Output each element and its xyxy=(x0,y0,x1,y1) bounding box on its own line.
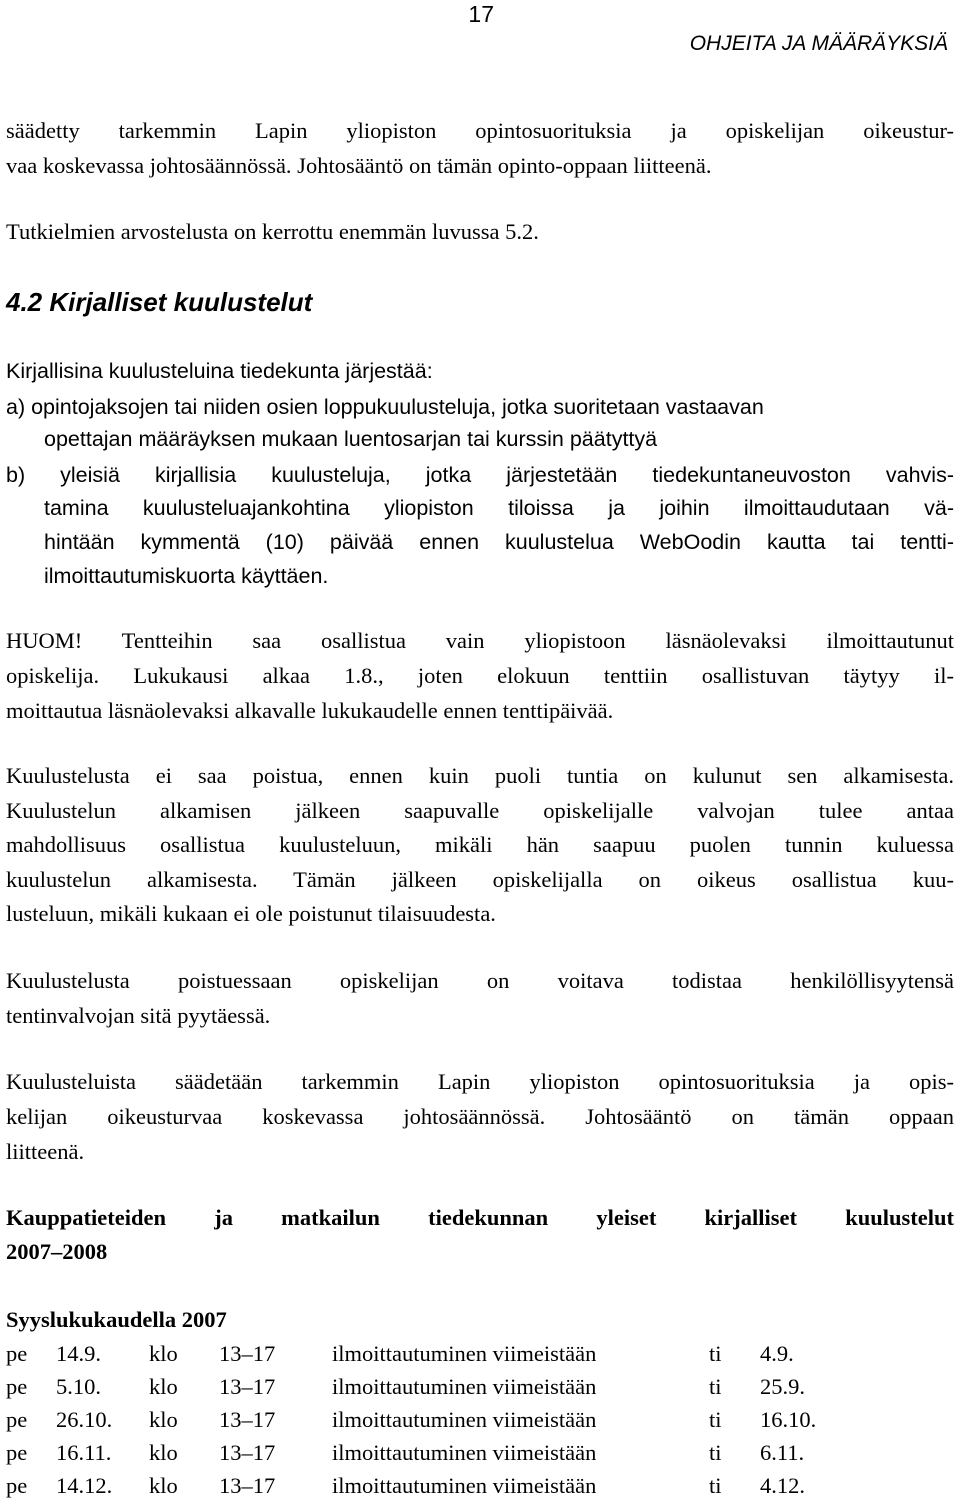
time-cell: 13–17 xyxy=(219,1374,276,1399)
regday-cell: ti xyxy=(709,1473,722,1498)
klo-cell: klo xyxy=(149,1374,178,1399)
regday-cell: ti xyxy=(709,1374,722,1399)
date-cell: 26.10. xyxy=(56,1407,113,1432)
date-cell: 5.10. xyxy=(56,1374,101,1399)
klo-cell: klo xyxy=(149,1341,178,1366)
page-number: 17 xyxy=(468,1,494,27)
paragraph-line: HUOM! Tentteihin saa osallistua vain yliopistoon läsnäolevaksi ilmoittautunut xyxy=(6,628,954,653)
paragraph-line: moittautua läsnäolevaksi alkavalle lukukaudelle ennen tenttipäivää. xyxy=(6,698,614,723)
regdate-cell: 4.12. xyxy=(760,1473,805,1498)
list-item-a-cont: opettajan määräyksen mukaan luentosarjan tai kurssin päätyttyä xyxy=(44,427,658,451)
paragraph-line: liitteenä. xyxy=(6,1139,85,1164)
registration-cell: ilmoittautuminen viimeistään xyxy=(332,1407,597,1432)
section-heading: 4.2 Kirjalliset kuulustelut xyxy=(6,287,313,317)
date-cell: 16.11. xyxy=(56,1440,112,1465)
regdate-cell: 4.9. xyxy=(760,1341,794,1366)
regdate-cell: 16.10. xyxy=(760,1407,817,1432)
paragraph-line: lusteluun, mikäli kukaan ei ole poistunut tilaisuudesta. xyxy=(6,901,496,926)
day-cell: pe xyxy=(6,1374,28,1399)
paragraph-line: mahdollisuus osallistua kuulusteluun, mikäli hän saapuu puolen tunnin kuluessa xyxy=(6,832,954,857)
klo-cell: klo xyxy=(149,1440,178,1465)
registration-cell: ilmoittautuminen viimeistään xyxy=(332,1473,597,1498)
date-cell: 14.12. xyxy=(56,1473,113,1498)
running-header: OHJEITA JA MÄÄRÄYKSIÄ xyxy=(689,32,948,55)
registration-cell: ilmoittautuminen viimeistään xyxy=(332,1440,597,1465)
klo-cell: klo xyxy=(149,1407,178,1432)
paragraph-line: Kuulustelun alkamisen jälkeen saapuvalle opiskelijalle valvojan tulee antaa xyxy=(6,798,954,823)
paragraph-line: opiskelija. Lukukausi alkaa 1.8., joten elokuun tenttiin osallistuvan täytyy il- xyxy=(6,663,954,688)
paragraph-line: Kuulustelusta ei saa poistua, ennen kuin puoli tuntia on kulunut sen alkamisesta. xyxy=(6,763,954,788)
klo-cell: klo xyxy=(149,1473,178,1498)
paragraph-line: tentinvalvojan sitä pyytäessä. xyxy=(6,1003,271,1028)
intro-line: Kirjallisina kuulusteluina tiedekunta järjestää: xyxy=(6,359,433,383)
paragraph-line: säädetty tarkemmin Lapin yliopiston opintosuorituksia ja opiskelijan oikeustur- xyxy=(6,118,954,143)
paragraph-line: Kuulusteluista säädetään tarkemmin Lapin yliopiston opintosuorituksia ja opis- xyxy=(6,1069,954,1094)
day-cell: pe xyxy=(6,1341,28,1366)
list-item-a: a) opintojaksojen tai niiden osien loppukuulusteluja, jotka suoritetaan vastaavan xyxy=(6,395,764,419)
list-item-b-cont: hintään kymmentä (10) päivää ennen kuulustelua WebOodin kautta tai tentti- xyxy=(44,530,954,554)
bold-heading: 2007–2008 xyxy=(6,1239,108,1264)
bold-heading: Kauppatieteiden ja matkailun tiedekunnan yleiset kirjalliset kuulustelut xyxy=(6,1205,954,1230)
paragraph-line: kelijan oikeusturvaa koskevassa johtosäännössä. Johtosääntö on tämän oppaan xyxy=(6,1104,954,1129)
regday-cell: ti xyxy=(709,1440,722,1465)
paragraph-line: Tutkielmien arvostelusta on kerrottu enemmän luvussa 5.2. xyxy=(6,219,539,244)
day-cell: pe xyxy=(6,1440,28,1465)
paragraph-line: kuulustelun alkamisesta. Tämän jälkeen opiskelijalla on oikeus osallistua kuu- xyxy=(6,867,954,892)
paragraph-line: Kuulustelusta poistuessaan opiskelijan on voitava todistaa henkilöllisyytensä xyxy=(6,968,954,993)
list-item-b-cont: tamina kuulusteluajankohtina yliopiston tiloissa ja joihin ilmoittaudutaan vä- xyxy=(44,496,954,520)
day-cell: pe xyxy=(6,1407,28,1432)
time-cell: 13–17 xyxy=(219,1407,276,1432)
regdate-cell: 6.11. xyxy=(760,1440,805,1465)
time-cell: 13–17 xyxy=(219,1473,276,1498)
regday-cell: ti xyxy=(709,1407,722,1432)
schedule-title: Syyslukukaudella 2007 xyxy=(6,1307,227,1332)
registration-cell: ilmoittautuminen viimeistään xyxy=(332,1341,597,1366)
time-cell: 13–17 xyxy=(219,1341,276,1366)
regday-cell: ti xyxy=(709,1341,722,1366)
regdate-cell: 25.9. xyxy=(760,1374,805,1399)
list-item-b: b) yleisiä kirjallisia kuulusteluja, jotka järjestetään tiedekuntaneuvoston vahvis- xyxy=(6,463,954,487)
registration-cell: ilmoittautuminen viimeistään xyxy=(332,1374,597,1399)
day-cell: pe xyxy=(6,1473,28,1498)
date-cell: 14.9. xyxy=(56,1341,101,1366)
paragraph-line: vaa koskevassa johtosäännössä. Johtosääntö on tämän opinto-oppaan liitteenä. xyxy=(6,153,712,178)
time-cell: 13–17 xyxy=(219,1440,276,1465)
list-item-b-cont: ilmoittautumiskuorta käyttäen. xyxy=(44,564,329,588)
